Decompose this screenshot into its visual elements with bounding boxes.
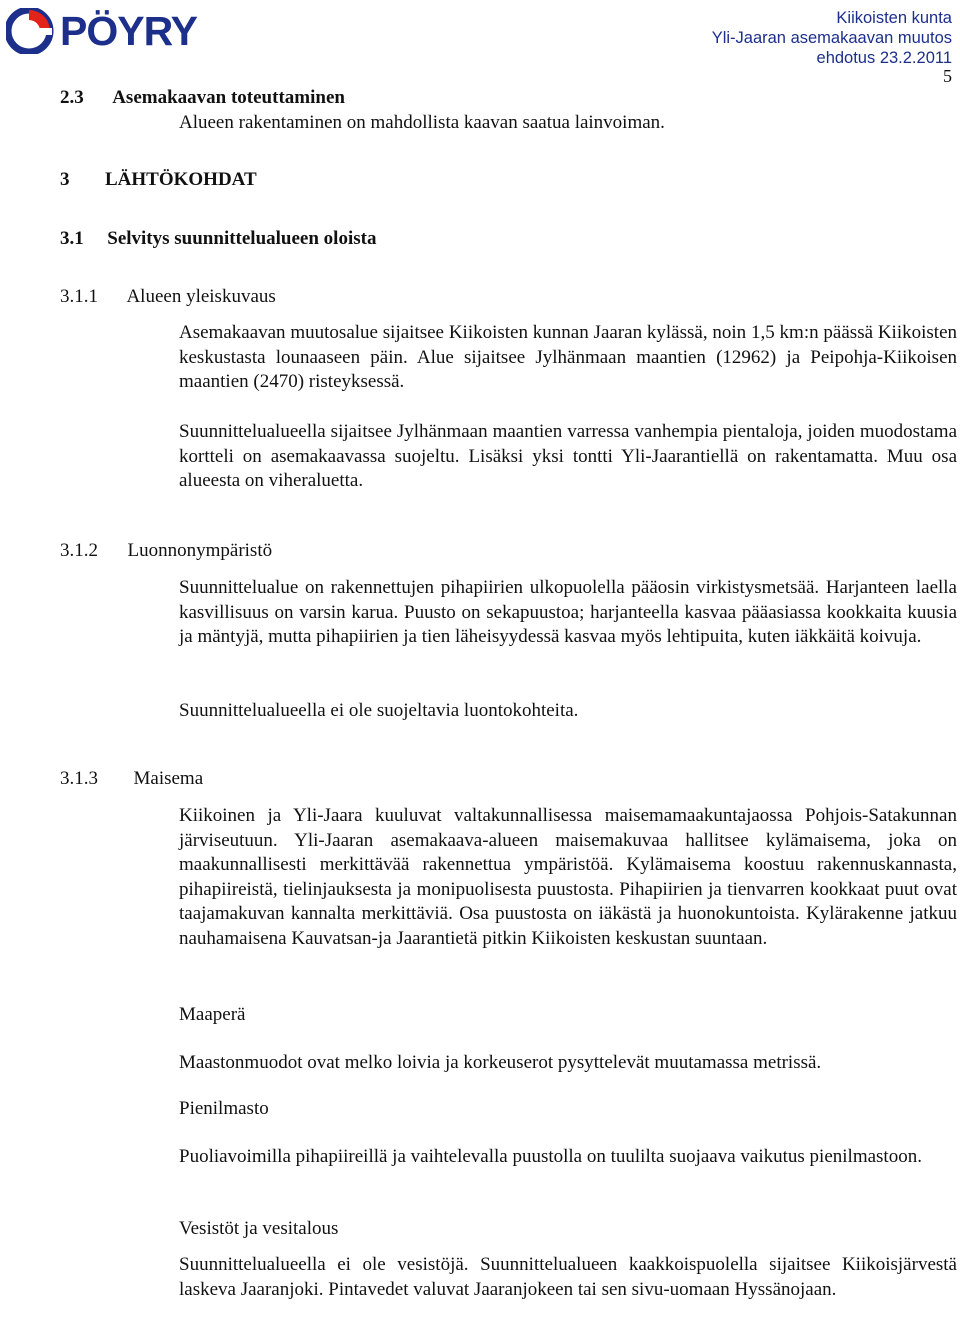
paragraph-3-1-1-a: Asemakaavan muutosalue sijaitsee Kiikoisten kunnan Jaaran kylässä, noin 1,5 km:n päässä Kiikoisten keskustasta lounaaseen päin. Alue sijaitsee Jylhänmaan maantien (12962) ja Peipohja-Kiikoisen maantien (2470) risteyksessä.: [179, 322, 957, 393]
paragraph-3-1-2-a: Suunnittelualue on rakennettujen pihapiirien ulkopuolella pääosin virkistysmetsää. Harjanteen laella kasvillisuus on varsin karua. Puusto on sekapuustoa; harjanteella kasvaa pääasiassa kookkaita kuusia ja mäntyjä, mutta pihapiirien ja tien läheisyydessä kasvaa myös lehtipuita, kuten iäkkäitä koivuja.: [179, 577, 957, 648]
heading-number: 3.1.1: [60, 286, 98, 307]
heading-3: [60, 168, 257, 193]
subheading-pienilmasto: Pienilmasto: [179, 1098, 269, 1119]
header-municipality: Kiikoisten kunta: [836, 9, 952, 27]
heading-title: LÄHTÖKOHDAT: [105, 169, 257, 190]
header-plan-name: Yli-Jaaran asemakaavan muutos: [711, 29, 952, 47]
heading-number: 2.3: [60, 87, 84, 108]
subheading-maapera: Maaperä: [179, 1004, 246, 1025]
poyry-logo-mark-icon: [6, 8, 54, 54]
heading-3-1-3: [60, 767, 203, 792]
heading-title: Asemakaavan toteuttaminen: [112, 87, 345, 108]
heading-number: 3.1.3: [60, 768, 98, 789]
paragraph-3-1-2-b: Suunnittelualueella ei ole suojeltavia luontokohteita.: [179, 700, 579, 721]
paragraph-3-1-1-b: Suunnittelualueella sijaitsee Jylhänmaan maantien varressa vanhempia pientaloja, joiden muodostama kortteli on asemakaavassa suojeltu. Lisäksi yksi tontti Yli-Jaarantiellä on rakentamatta. Muu osa alueesta on viheraluetta.: [179, 421, 957, 492]
subheading-vesistot: Vesistöt ja vesitalous: [179, 1218, 339, 1239]
header-draft-date: ehdotus 23.2.2011: [816, 49, 952, 67]
paragraph-maapera: Maastonmuodot ovat melko loivia ja korkeuserot pysyttelevät muutamassa metrissä.: [179, 1052, 822, 1073]
heading-number: 3: [60, 169, 70, 190]
heading-number: 3.1: [60, 228, 84, 249]
paragraph-maisema: Kiikoinen ja Yli-Jaara kuuluvat valtakunnallisessa maisemamaakuntajaossa Pohjois-Satakunnan järviseutuun. Yli-Jaaran asemakaava-alueen maisemakuvaa hallitsee kylämaisema, joka on maakunnallisesti merkittävää rakennettua ympäristöä. Kylämaisema koostuu rakennuskannasta, pihapiireistä, tielinjauksesta ja monipuolisesta puustosta. Pihapiirien ja tienvarren kookkaat puut ovat taajamakuvan kannalta merkittäviä. Osa puustosta on iäkästä ja huonokuntoista. Kylärakenne jatkuu nauhamaisena Kauvatsan-ja Jaarantietä pitkin Kiikoisten keskustan suuntaan.: [179, 805, 957, 949]
paragraph-2-3: Alueen rakentaminen on mahdollista kaavan saatua lainvoiman.: [179, 112, 665, 133]
page-number: 5: [943, 66, 952, 86]
heading-title: Maisema: [133, 768, 204, 789]
heading-2-3: [60, 86, 345, 111]
paragraph-vesistot: Suunnittelualueella ei ole vesistöjä. Suunnittelualueen kaakkoispuolella sijaitsee Kiikoisjärvestä laskeva Jaaranjoki. Pintavedet valuvat Jaaranjokeen tai sen sivu-uomaan Hyssänojaan.: [179, 1254, 957, 1300]
heading-3-1-1: [60, 285, 276, 310]
heading-title: Luonnonympäristö: [127, 540, 273, 561]
heading-number: 3.1.2: [60, 540, 98, 561]
poyry-logo: [6, 8, 246, 54]
heading-title: Selvitys suunnittelualueen oloista: [107, 228, 377, 249]
heading-title: Alueen yleiskuvaus: [126, 286, 276, 307]
paragraph-pienilmasto: Puoliavoimilla pihapiireillä ja vaihtelevalla puustolla on tuulilta suojaava vaikutus pienilmastoon.: [179, 1146, 922, 1167]
logo-wordmark: PÖYRY: [60, 8, 198, 54]
heading-3-1-2: [60, 539, 272, 564]
heading-3-1: [60, 227, 376, 252]
